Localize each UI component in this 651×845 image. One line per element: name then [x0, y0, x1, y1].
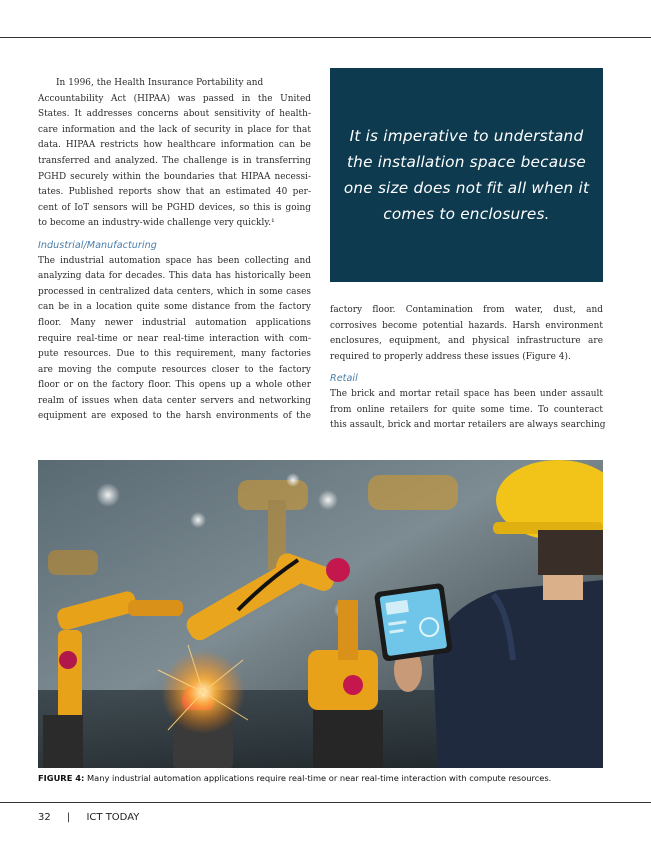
- right-column: [330, 303, 606, 434]
- text-line: enclosures, equipment, and physical infrastructure are: [330, 336, 603, 347]
- figure-label: FIGURE 4:: [38, 773, 85, 783]
- retail-heading: Retail: [330, 373, 358, 385]
- bottom-rule: [0, 802, 651, 803]
- text-line: Accountability Act (HIPAA) was passed in the United: [38, 93, 311, 104]
- pull-quote-box: [330, 68, 603, 282]
- text-line: require real-time or near real-time interaction with com-: [38, 333, 311, 344]
- text-line: floor. Many newer industrial automation applications: [38, 317, 311, 328]
- top-rule: [0, 37, 651, 38]
- text-line: analyzing data for decades. This data has historically been: [38, 271, 311, 282]
- text-line: can be in a location quite some distance from the factory: [38, 302, 311, 313]
- tablet: [374, 583, 453, 662]
- text-line: tates. Published reports show that an estimated 40 per-: [38, 187, 311, 198]
- text-line: data. HIPAA restricts how healthcare information can be: [38, 140, 311, 151]
- industrial-heading: Industrial/Manufacturing: [38, 239, 157, 251]
- text-line: PGHD securely within the boundaries that HIPAA necessi-: [38, 171, 311, 182]
- left-column: [38, 76, 311, 425]
- text-line: pute resources. Due to this requirement, many factories: [38, 349, 311, 360]
- text-line: factory floor. Contamination from water, dust, and: [330, 305, 603, 315]
- text-line: to become an industry-wide challenge very quickly.¹: [38, 218, 275, 229]
- footer-separator: |: [66, 812, 71, 823]
- text-line: floor or on the factory floor. This opens up a whole other: [38, 380, 311, 391]
- factory-photo: [38, 460, 603, 768]
- hipaa-paragraph: [38, 76, 311, 232]
- text-line: States. It addresses concerns about sensitivity of health-: [38, 109, 311, 120]
- text-line: required to properly address these issues (Figure 4).: [330, 351, 571, 362]
- text-line: equipment are exposed to the harsh environments of the: [38, 411, 311, 422]
- text-line: this assault, brick and mortar retailers are always searching: [330, 420, 606, 431]
- figure-caption: [38, 773, 551, 783]
- text-line: processed in centralized data centers, which in some cases: [38, 286, 311, 297]
- text-line: cent of IoT sensors will be PGHD devices, so this is going: [38, 202, 311, 213]
- publication-name: ICT TODAY: [86, 812, 140, 823]
- retail-paragraph: [330, 387, 606, 434]
- text-line: transferred and analyzed. The challenge is in transferring: [38, 155, 311, 166]
- text-line: In 1996, the Health Insurance Portability and: [56, 78, 264, 88]
- text-line: are moving the compute resources closer to the factory: [38, 364, 311, 375]
- figure-caption-text: Many industrial automation applications require real-time or near real-time interaction with compute resources.: [86, 773, 552, 783]
- factory-paragraph: [330, 303, 603, 365]
- text-line: The brick and mortar retail space has been under assault: [330, 388, 603, 399]
- page-footer: [38, 812, 139, 823]
- page-number: 32: [38, 812, 51, 823]
- text-line: The industrial automation space has been collecting and: [38, 255, 311, 266]
- text-line: care information and the lack of security in place for that: [38, 124, 311, 135]
- factory-illustration: [38, 460, 603, 768]
- industrial-paragraph: [38, 254, 311, 426]
- pull-quote-text: It is imperative to understand the installation space because one size does not fit all when it comes to enclosures.: [343, 127, 590, 223]
- text-line: from online retailers for quite some time. To counteract: [330, 404, 603, 415]
- text-line: corrosives become potential hazards. Harsh environment: [330, 320, 603, 331]
- text-line: realm of issues when data center servers and networking: [38, 395, 311, 406]
